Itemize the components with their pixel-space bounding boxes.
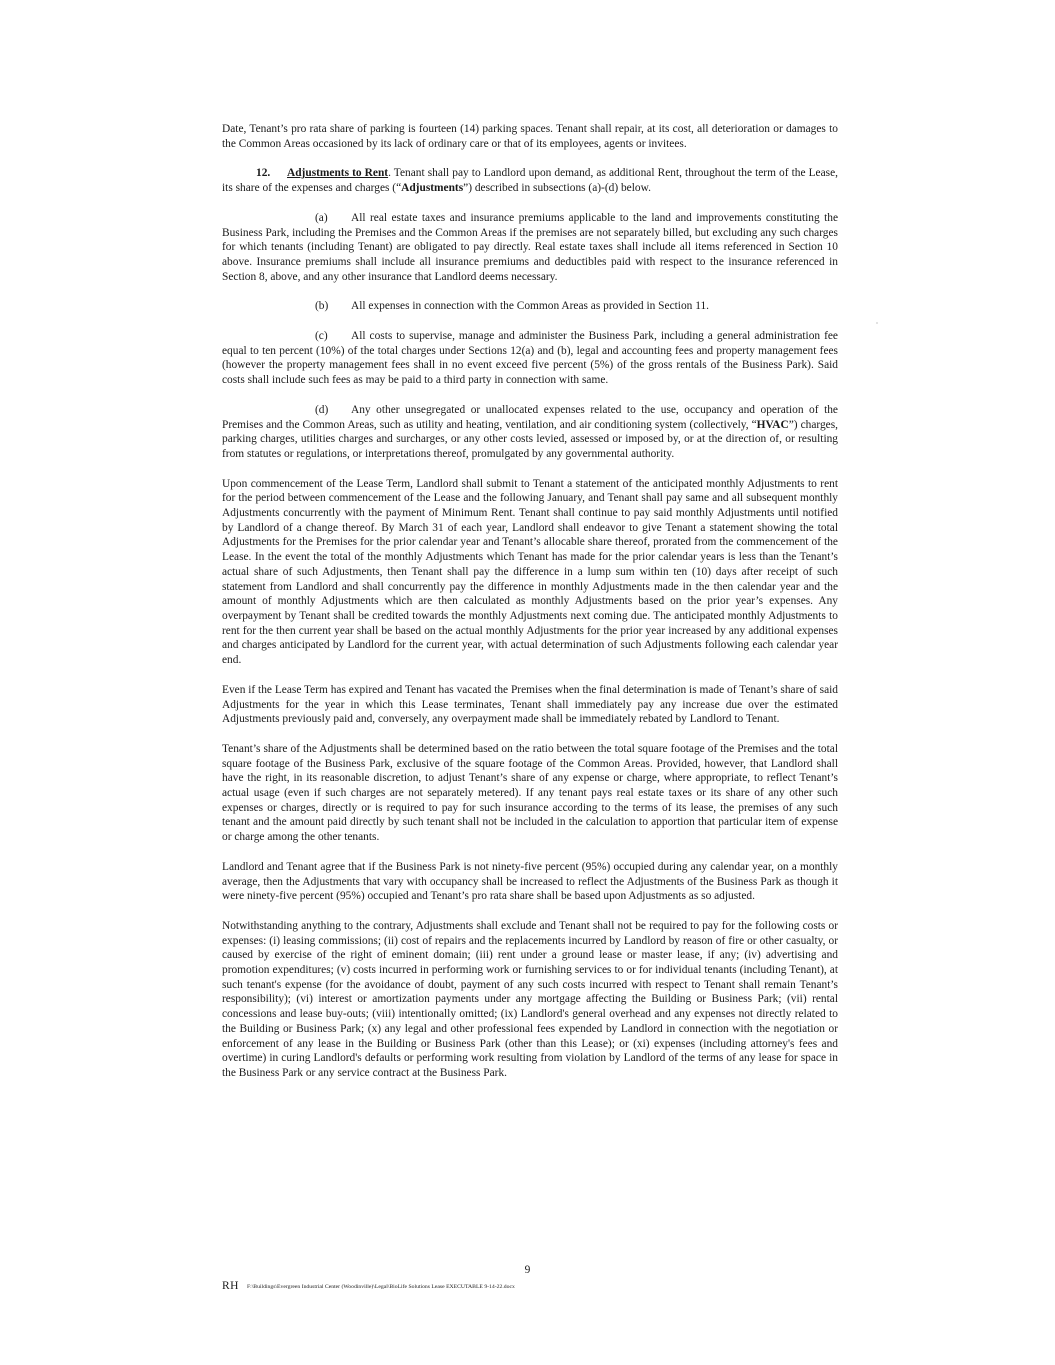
intro-paragraph: Date, Tenant’s pro rata share of parking is fourteen (14) parking spaces. Tenant shall repair, at its cost, all deterioration or damages to the Common Areas occasioned by its lack of ordinary care or that of its employees, agents or invitees. bbox=[222, 123, 838, 150]
body-paragraph-statements: Upon commencement of the Lease Term, Landlord shall submit to Tenant a statement of the anticipated monthly Adjustments to rent for the period between commencement of the Lease and the following January, and Tenant shall pay same and all subsequent monthly Adjustments concurrently with the payment of Minimum Rent. Tenant shall continue to pay said monthly Adjustments until notified by Landlord of a change thereof. By March 31 of each year, Landlord shall endeavor to give Tenant a statement showing the total Adjustments for the Premises for the prior calendar year and Tenant’s allocable share thereof, prorated from the commencement of the Lease. In the event the total of the monthly Adjustments which Tenant has made for the prior calendar years is less than the Tenant’s actual share of such Adjustments, then Tenant shall pay the difference in a lump sum within ten (10) days after receipt of such statement from Landlord and shall concurrently pay the difference in monthly Adjustments made in the then calendar year and the amount of monthly Adjustments which are then calculated as monthly Adjustments based on the prior year’s expenses. Any overpayment by Tenant shall be credited towards the monthly Adjustments next coming due. The anticipated monthly Adjustments to rent for the then current year shall be based on the actual monthly Adjustments for the prior year increased by any additional expenses and charges anticipated by Landlord for the current year, with actual determination of such Adjustments following each calendar year end. bbox=[222, 477, 838, 667]
subsection-text: All costs to supervise, manage and administer the Business Park, including a general administration fee equal to ten percent (10%) of the total charges under Sections 12(a) and (b), legal and accounting fees and property management fees (however the property management fees shall in no event exceed five percent (5%) of the gross rentals of the Business Park). Said costs shall include such fees as may be paid to a third party in connection with same. bbox=[222, 330, 838, 387]
subsection-text: All expenses in connection with the Common Areas as provided in Section 11. bbox=[351, 300, 710, 313]
section-title: Adjustments to Rent bbox=[287, 167, 389, 180]
subsection-label: (c) bbox=[315, 330, 328, 343]
body-paragraph-lease-end: Even if the Lease Term has expired and Tenant has vacated the Premises when the final determination is made of Tenant’s share of said Adjustments for the year in which this Lease terminates, Tenant shall immediately pay any increase due over the estimated Adjustments previously paid and, conversely, any overpayment made shall be immediately rebated by Landlord to Tenant. bbox=[222, 683, 838, 726]
subsection-text-end: ”) charges, parking charges, utilities charges and surcharges, or any other costs levied, assessed or imposed by, or at the direction of, or resulting from statutes or regulations, or interpretations thereof, promulgated by any governmental authority. bbox=[222, 418, 838, 460]
page-number: 9 bbox=[524, 1264, 531, 1276]
document-page bbox=[222, 122, 838, 1096]
body-paragraph-exclusions: Notwithstanding anything to the contrary, Adjustments shall exclude and Tenant shall not be required to pay for the following costs or expenses: (i) leasing commissions; (ii) cost of repairs and the replacements incurred by Landlord by reason of fire or other casualty, or caused by exercise of the right of eminent domain; (iii) rent under a ground lease or master lease, if any; (iv) advertising and promotion expenditures; (v) costs incurred in performing work or furnishing services to or for individual tenants (including Tenant), at such tenant's expense (for the avoidance of doubt, payment of any such costs incurred with respect to Tenant shall remain Tenant’s responsibility); (vi) interest or amortization payments under any mortgage affecting the Building or Business Park; (vii) rental concessions and lease buy-outs; (viii) intentionally omitted; (ix) Landlord's general overhead and any expenses not directly related to the Building or Business Park; (x) any legal and other professional fees expended by Landlord in connection with the negotiation or enforcement of any lease in the Building or Business Park (other than this Lease); or (xi) expenses (including attorney's fees and overtime) in curing Landlord's defaults or performing work resulting from violation by Landlord of the terms of any lease for space in the Business Park or any service contract at the Business Park. bbox=[222, 919, 838, 1079]
subsection-text: All real estate taxes and insurance premiums applicable to the land and improvements constituting the Business Park, including the Premises and the Common Areas if the premises are not separately billed, but excluding any such charges for which tenants (including Tenant) are obligated to pay directly. Real estate taxes shall include all items referenced in Section 10 above. Insurance premiums shall include all insurance premiums and deductibles paid with respect to the insurance referenced in Section 8, above, and any other insurance that Landlord deems necessary. bbox=[222, 211, 838, 283]
subsection-b bbox=[222, 299, 838, 314]
defined-term-adjustments: Adjustments bbox=[401, 182, 464, 195]
subsection-label: (b) bbox=[315, 300, 329, 313]
subsection-c bbox=[222, 329, 838, 388]
document-footer bbox=[222, 1276, 515, 1294]
scan-speck bbox=[876, 322, 878, 324]
body-paragraph-tenant-share: Tenant’s share of the Adjustments shall be determined based on the ratio between the total square footage of the Premises and the total square footage of the Business Park, exclusive of the square footage of the Common Areas. Provided, however, that Landlord shall have the right, in its reasonable discretion, to adjust Tenant’s share of any expense or charge, where appropriate, to reflect Tenant’s actual usage (even if such charges are not separately metered). If any tenant pays real estate taxes or its share of any other such expenses or charges, directly or is required to pay for such insurance according to the terms of its lease, the premises of any such tenant and the amount paid directly by such tenant shall not be included in the calculation to apportion that particular item of expense or charge among the other tenants. bbox=[222, 742, 838, 844]
section-12-paragraph bbox=[222, 166, 838, 195]
footer-initials: RH bbox=[222, 1280, 239, 1292]
subsection-a bbox=[222, 211, 838, 285]
footer-file-path: F:\Buildings\Evergreen Industrial Center (Woodinville)\Legal\BioLife Solutions Lease EXECUTABLE 9-14-22.docx bbox=[246, 1284, 515, 1290]
subsection-text-start: Any other unsegregated or unallocated expenses related to the use, occupancy and operation of the Premises and the Common Areas, such as utility and heating, ventilation, and air conditioning system (collectively, “ bbox=[222, 403, 838, 431]
section-12-text-start: . Tenant shall pay to Landlord upon demand, as additional Rent, throughout the term of the Lease, its share of the expenses and charges (“ bbox=[222, 167, 838, 195]
subsection-label: (d) bbox=[315, 403, 329, 416]
section-12-text-end: ”) described in subsections (a)-(d) below. bbox=[463, 182, 651, 195]
subsection-label: (a) bbox=[315, 211, 328, 224]
subsection-d bbox=[222, 403, 838, 462]
defined-term-hvac: HVAC bbox=[756, 418, 789, 431]
section-number: 12. bbox=[256, 167, 271, 180]
body-paragraph-occupancy: Landlord and Tenant agree that if the Business Park is not ninety-five percent (95%) occupied during any calendar year, on a monthly average, then the Adjustments that vary with occupancy shall be increased to reflect the Adjustments of the Business Park as though it were ninety-five percent (95%) occupied and Tenant’s pro rata share shall be based upon Adjustments as so adjusted. bbox=[222, 860, 838, 903]
